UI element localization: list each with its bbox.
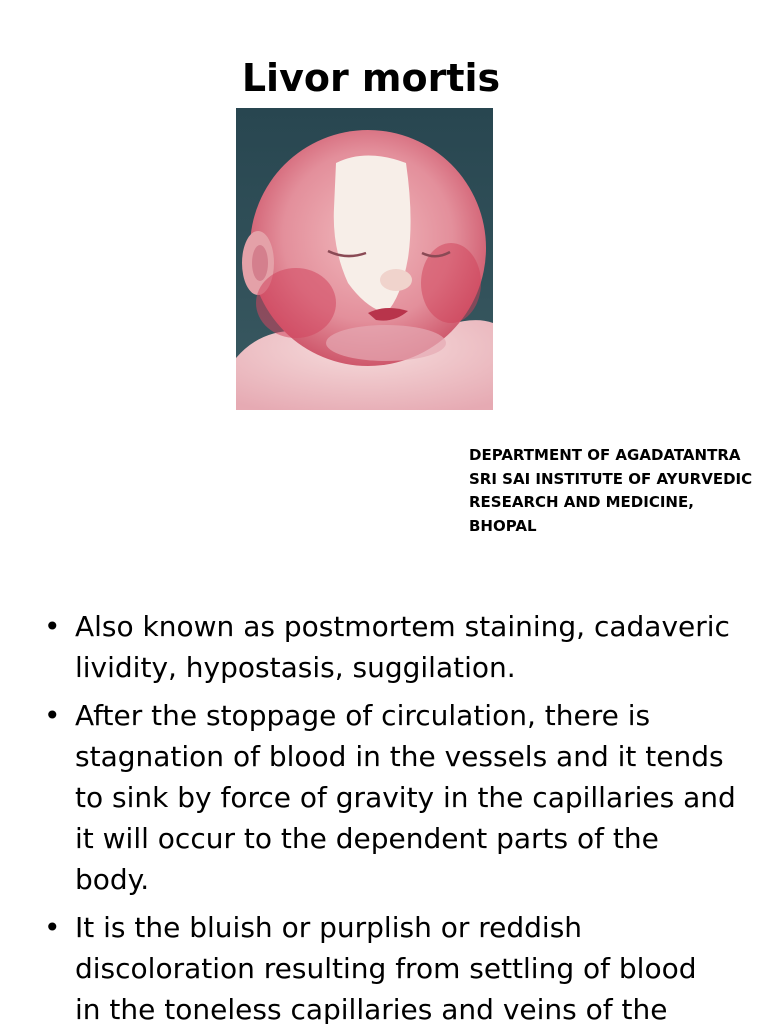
bullet-item bbox=[44, 606, 744, 688]
department-line: DEPARTMENT OF AGADATANTRA bbox=[469, 446, 741, 464]
bullet-item bbox=[44, 695, 744, 900]
bullet-line: stagnation of blood in the vessels and it tends bbox=[75, 740, 724, 773]
bullet-line: lividity, hypostasis, suggilation. bbox=[75, 651, 516, 684]
department-block bbox=[469, 444, 759, 538]
bullet-list bbox=[44, 606, 744, 1024]
bullet-line: body. bbox=[75, 863, 150, 896]
bullet-line: It is the bluish or purplish or reddish bbox=[75, 911, 583, 944]
bullet-icon: • bbox=[44, 911, 61, 944]
department-line: BHOPAL bbox=[469, 516, 537, 535]
bullet-icon: • bbox=[44, 699, 61, 732]
bullet-line: discoloration resulting from settling of blood bbox=[75, 952, 697, 985]
slide-title: Livor mortis bbox=[241, 56, 501, 100]
infant-face-illustration bbox=[236, 108, 493, 410]
bullet-item bbox=[44, 907, 744, 1024]
bullet-line: to sink by force of gravity in the capillaries and bbox=[75, 781, 736, 814]
bullet-line: in the toneless capillaries and veins of the bbox=[75, 993, 668, 1024]
bullet-line: Also known as postmortem staining, cadaveric bbox=[75, 610, 730, 643]
bullet-line: After the stoppage of circulation, there is bbox=[75, 699, 651, 732]
bullet-line: it will occur to the dependent parts of the bbox=[75, 822, 659, 855]
department-line: SRI SAI INSTITUTE OF AYURVEDIC bbox=[469, 469, 753, 488]
bullet-icon: • bbox=[44, 610, 61, 643]
livor-mortis-photo bbox=[236, 108, 493, 410]
department-line: RESEARCH AND MEDICINE, bbox=[469, 493, 694, 511]
